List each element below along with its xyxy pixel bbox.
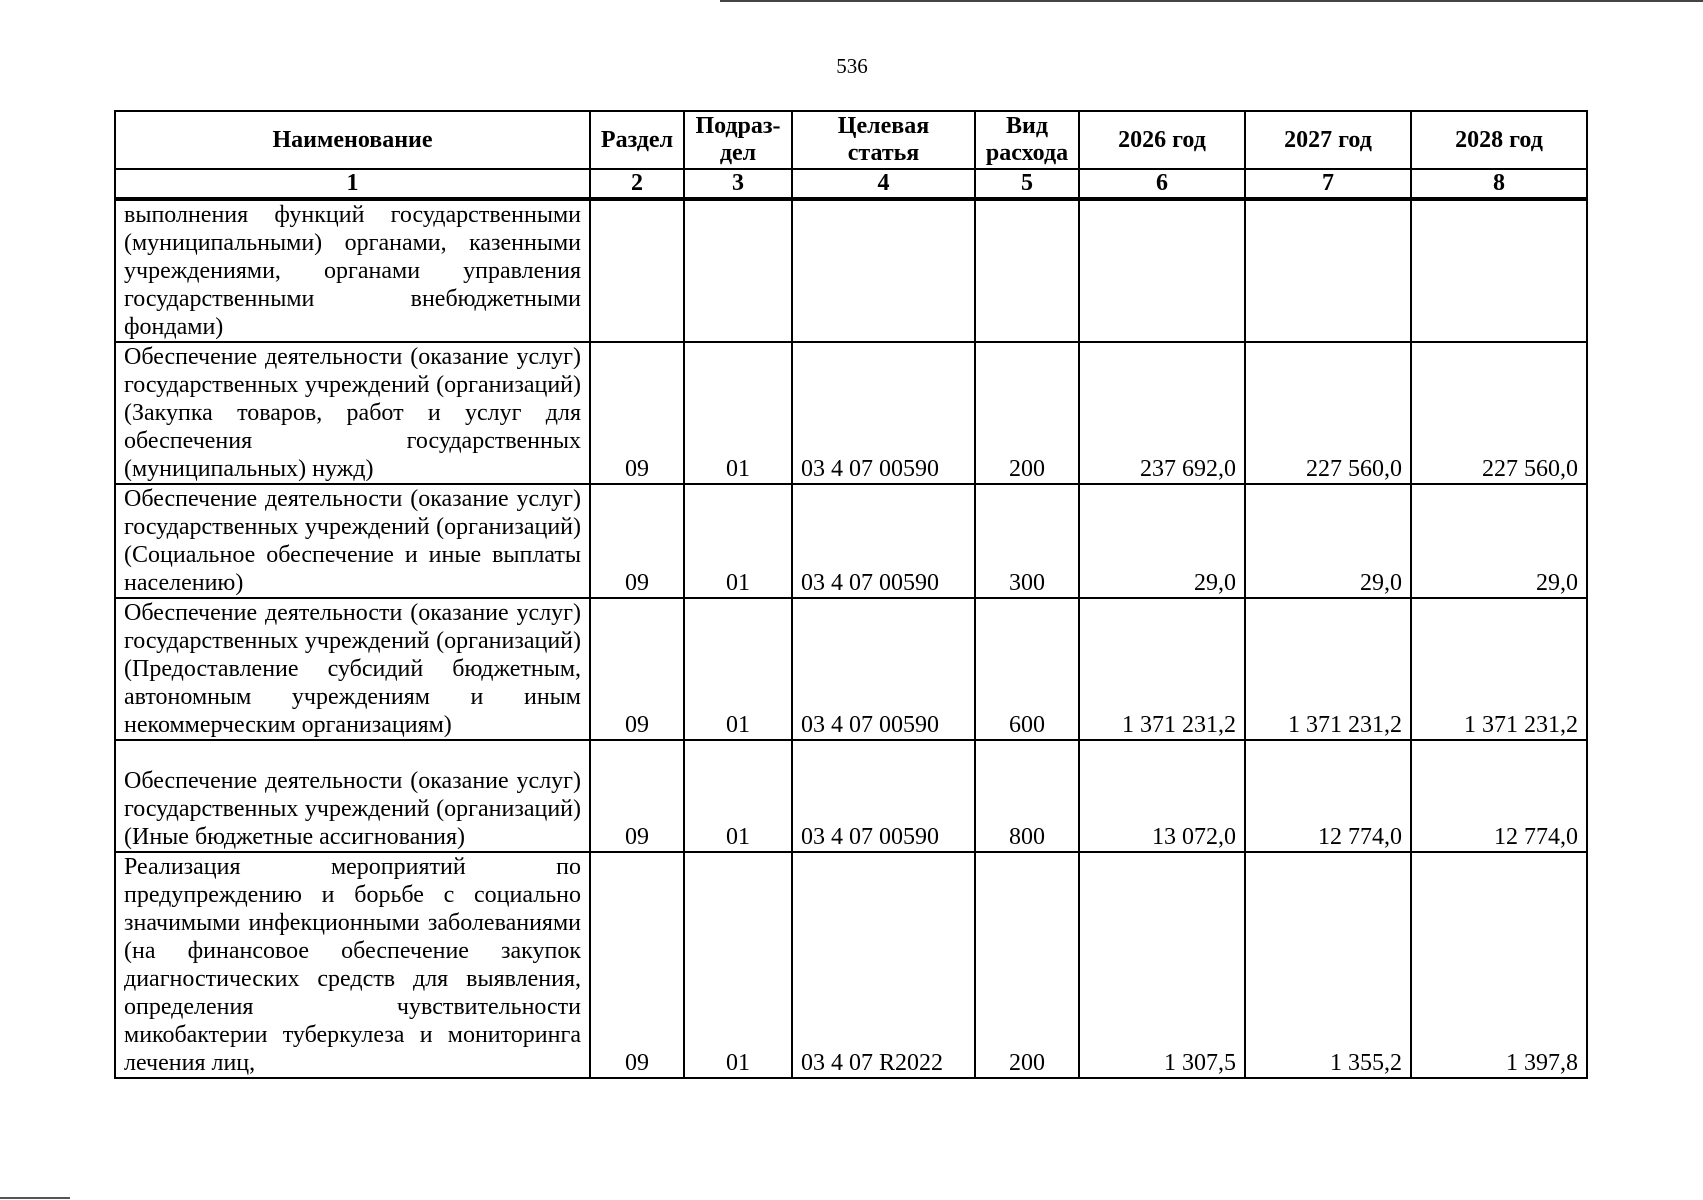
row-podrazdel: 01 [684, 740, 792, 852]
row-podrazdel: 01 [684, 852, 792, 1078]
header-2028: 2028 год [1411, 111, 1587, 169]
page-number: 536 [836, 54, 868, 78]
budget-table [114, 110, 1588, 1079]
row-2028: 227 560,0 [1411, 342, 1587, 484]
row-vid: 600 [975, 598, 1079, 740]
row-name: Обеспечение деятельности (оказание услуг) государственных учреждений (организаций) (Закупка товаров, работ и услуг для обеспечения государственных (муниципальных) нужд) [115, 342, 590, 484]
row-vid [975, 199, 1079, 342]
row-statya: 03 4 07 00590 [792, 342, 975, 484]
row-2027: 227 560,0 [1245, 342, 1411, 484]
row-name: Обеспечение деятельности (оказание услуг) государственных учреждений (организаций) (Иные бюджетные ассигнования) [115, 740, 590, 852]
row-name: Реализация мероприятий по предупреждению и борьбе с социально значимыми инфекционными заболеваниями (на финансовое обеспечение закупок диагностических средств для выявления, определения чувствительности микобактерии туберкулеза и мониторинга лечения лиц, [115, 852, 590, 1078]
row-podrazdel: 01 [684, 342, 792, 484]
row-2027: 12 774,0 [1245, 740, 1411, 852]
row-vid: 200 [975, 342, 1079, 484]
column-number: 6 [1079, 169, 1245, 199]
column-number: 8 [1411, 169, 1587, 199]
table-row [115, 342, 1587, 484]
column-number: 2 [590, 169, 684, 199]
table-header-row [115, 111, 1587, 169]
row-2027: 1 355,2 [1245, 852, 1411, 1078]
table-row [115, 598, 1587, 740]
row-2027 [1245, 199, 1411, 342]
row-name: Обеспечение деятельности (оказание услуг) государственных учреждений (организаций) (Предоставление субсидий бюджетным, автономным учреждениям и иным некоммерческим организациям) [115, 598, 590, 740]
row-razdel: 09 [590, 740, 684, 852]
row-2028: 12 774,0 [1411, 740, 1587, 852]
column-number: 4 [792, 169, 975, 199]
row-statya: 03 4 07 00590 [792, 484, 975, 598]
column-number-row [115, 169, 1587, 199]
row-statya: 03 4 07 00590 [792, 598, 975, 740]
column-number: 5 [975, 169, 1079, 199]
row-statya [792, 199, 975, 342]
row-2028 [1411, 199, 1587, 342]
row-2027: 29,0 [1245, 484, 1411, 598]
row-statya: 03 4 07 00590 [792, 740, 975, 852]
column-number: 1 [115, 169, 590, 199]
header-name: Наименование [115, 111, 590, 169]
row-2028: 1 397,8 [1411, 852, 1587, 1078]
header-2026: 2026 год [1079, 111, 1245, 169]
column-number: 3 [684, 169, 792, 199]
row-name: выполнения функций государственными (муниципальными) органами, казенными учреждениями, органами управления государственными внебюджетными фондами) [115, 199, 590, 342]
header-vid: Вид расхода [975, 111, 1079, 169]
row-razdel: 09 [590, 484, 684, 598]
row-razdel: 09 [590, 852, 684, 1078]
row-razdel: 09 [590, 342, 684, 484]
row-2026: 29,0 [1079, 484, 1245, 598]
column-number: 7 [1245, 169, 1411, 199]
row-vid: 800 [975, 740, 1079, 852]
header-statya: Целевая статья [792, 111, 975, 169]
header-podrazdel: Подраз- дел [684, 111, 792, 169]
row-podrazdel [684, 199, 792, 342]
row-2026 [1079, 199, 1245, 342]
row-2026: 13 072,0 [1079, 740, 1245, 852]
row-2027: 1 371 231,2 [1245, 598, 1411, 740]
table-row [115, 484, 1587, 598]
row-statya: 03 4 07 R2022 [792, 852, 975, 1078]
table-row [115, 199, 1587, 342]
row-razdel [590, 199, 684, 342]
row-2026: 1 371 231,2 [1079, 598, 1245, 740]
row-2026: 237 692,0 [1079, 342, 1245, 484]
table-row [115, 740, 1587, 852]
row-vid: 200 [975, 852, 1079, 1078]
scan-edge-bottom [0, 1197, 70, 1199]
row-2028: 1 371 231,2 [1411, 598, 1587, 740]
row-razdel: 09 [590, 598, 684, 740]
row-2028: 29,0 [1411, 484, 1587, 598]
header-razdel: Раздел [590, 111, 684, 169]
scan-edge-top [720, 0, 1703, 2]
row-podrazdel: 01 [684, 598, 792, 740]
row-vid: 300 [975, 484, 1079, 598]
row-name: Обеспечение деятельности (оказание услуг) государственных учреждений (организаций) (Социальное обеспечение и иные выплаты населению) [115, 484, 590, 598]
table-row [115, 852, 1587, 1078]
header-2027: 2027 год [1245, 111, 1411, 169]
row-podrazdel: 01 [684, 484, 792, 598]
row-2026: 1 307,5 [1079, 852, 1245, 1078]
